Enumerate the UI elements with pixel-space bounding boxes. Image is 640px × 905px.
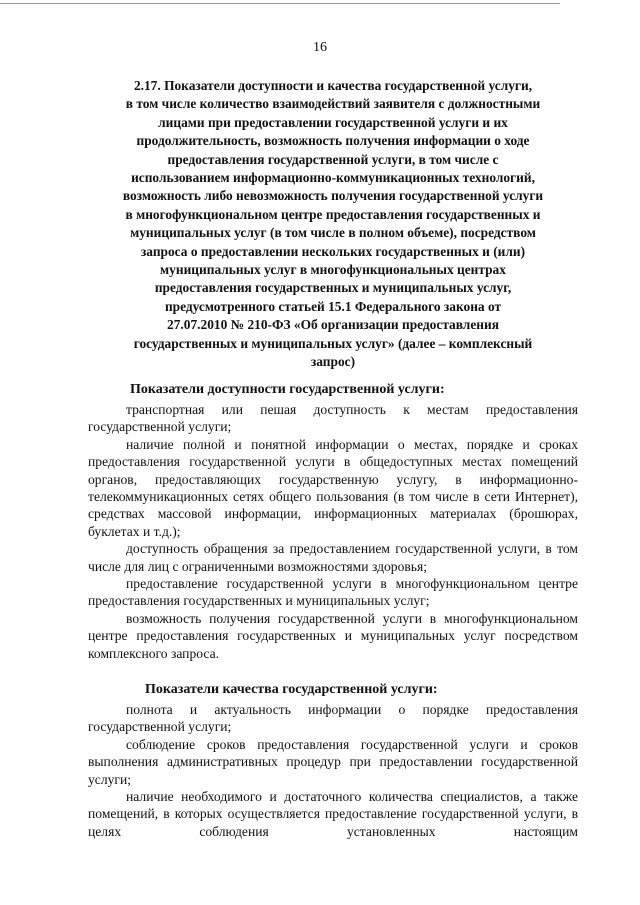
heading-line: предоставления государственных и муниципальных услуг, (154, 280, 512, 296)
heading-line: предусмотренного статьей 15.1 Федерального закона от (164, 298, 502, 314)
heading-line: муниципальных услуг (в том числе в полном объеме), посредством (130, 225, 536, 241)
availability-item: наличие полной и понятной информации о местах, порядке и сроках предоставления государственной услуги в общедоступных местах помещений органов, предоставляющих государственную услугу, в информационно-телекоммуникационных сетях общего пользования (в том числе в сети Интернет), средствах массовой информации, информационных материалах (брошюрах, буклетах и т.д.); (88, 436, 578, 539)
heading-line: в многофункциональном центре предоставления государственных и (125, 206, 541, 222)
heading-line: 2.17. Показатели доступности и качества государственной услуги, (133, 78, 533, 93)
quality-item: полнота и актуальность информации о порядке предоставления государственной услуги; (88, 702, 578, 735)
heading-line: в том числе количество взаимодействий заявителя с должностными (125, 96, 541, 112)
page-number: 16 (313, 40, 327, 55)
heading-line: предоставления государственной услуги, в том числе с (167, 151, 499, 167)
availability-section-title: Показатели доступности государственной услуги: (130, 382, 445, 397)
heading-line: использованием информационно-коммуникационных технологий, (131, 170, 535, 186)
heading-line: муниципальных услуг в многофункциональных центрах (160, 262, 506, 278)
availability-item: возможность получения государственной услуги в многофункциональном центре предоставления государственных и муниципальных услуг посредством комплексного запроса. (88, 610, 578, 661)
section-heading (88, 77, 578, 372)
availability-item: транспортная или пешая доступность к местам предоставления государственной услуги; (88, 402, 578, 435)
heading-line: возможность либо невозможность получения государственной услуги (122, 188, 544, 204)
availability-item: предоставление государственной услуги в многофункциональном центре предоставления государственных и муниципальных услуг; (88, 576, 578, 609)
heading-line: лицами при предоставлении государственной услуги и их (158, 114, 508, 130)
availability-item: доступность обращения за предоставлением государственной услуги, в том числе для лиц с ограниченными возможностями здоровья; (88, 541, 578, 574)
heading-line: продолжительность, возможность получения информации о ходе (136, 133, 530, 149)
heading-line: запроса о предоставлении нескольких государственных и (или) (140, 243, 526, 259)
availability-list (88, 401, 578, 662)
quality-section-title: Показатели качества государственной услуги: (145, 682, 438, 697)
quality-item: соблюдение сроков предоставления государственной услуги и сроков выполнения административных процедур при предоставлении государственной услуги; (88, 736, 578, 787)
heading-line: государственных и муниципальных услуг» (далее – комплексный (133, 335, 533, 351)
quality-item: наличие необходимого и достаточного количества специалистов, а также помещений, в которых осуществляется предоставление государственной услуги, в целях соблюдения установленных настоящим (88, 789, 578, 839)
scan-top-rule (0, 3, 560, 4)
heading-line: 27.07.2010 № 210-ФЗ «Об организации предоставления (167, 317, 499, 333)
quality-list (88, 701, 578, 840)
heading-line: запрос) (310, 354, 356, 370)
